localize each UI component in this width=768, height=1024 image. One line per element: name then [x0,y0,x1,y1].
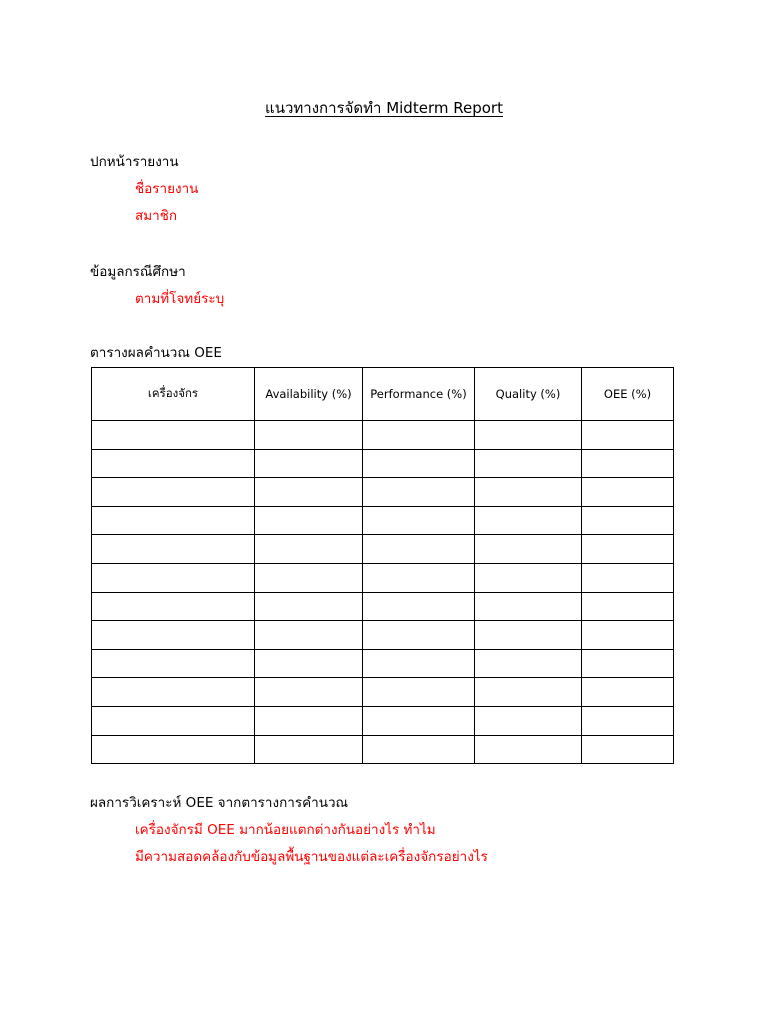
table-cell [92,449,255,478]
oee-table-body [92,421,674,764]
table-cell [363,449,475,478]
table-cell [363,563,475,592]
case-study-heading: ข้อมูลกรณีศึกษา [90,264,186,280]
oee-table [91,367,674,764]
table-cell [255,449,363,478]
table-cell [255,478,363,507]
table-cell [363,649,475,678]
cover-heading: ปกหน้ารายงาน [90,154,179,170]
cover-item-report-name: ชื่อรายงาน [135,181,199,197]
table-cell [582,592,674,621]
table-cell [92,478,255,507]
table-cell [255,506,363,535]
table-cell [582,649,674,678]
case-study-item: ตามที่โจทย์ระบุ [135,291,225,307]
table-cell [255,592,363,621]
table-cell [582,621,674,650]
table-cell [255,535,363,564]
table-cell [363,735,475,764]
table-cell [582,421,674,450]
table-cell [475,421,582,450]
table-cell [92,649,255,678]
table-cell [92,592,255,621]
table-row [92,621,674,650]
table-header-row [92,368,674,421]
table-cell [255,706,363,735]
column-header-oee: OEE (%) [582,368,674,421]
oee-table-heading: ตารางผลคำนวณ OEE [90,345,222,361]
table-cell [92,535,255,564]
table-cell [363,706,475,735]
column-header-performance: Performance (%) [363,368,475,421]
table-cell [475,478,582,507]
analysis-item-difference: เครื่องจักรมี OEE มากน้อยแตกต่างกันอย่างไร ทำไม [135,822,436,838]
table-cell [582,506,674,535]
table-cell [92,621,255,650]
table-cell [582,535,674,564]
table-cell [582,478,674,507]
table-row [92,649,674,678]
table-row [92,706,674,735]
table-cell [475,506,582,535]
table-row [92,678,674,707]
table-cell [475,706,582,735]
table-cell [92,706,255,735]
table-cell [255,563,363,592]
table-cell [582,563,674,592]
table-cell [363,621,475,650]
table-cell [475,678,582,707]
table-cell [255,735,363,764]
table-row [92,506,674,535]
table-cell [92,735,255,764]
table-row [92,535,674,564]
table-row [92,563,674,592]
table-cell [475,563,582,592]
table-row [92,735,674,764]
table-cell [363,678,475,707]
table-cell [363,478,475,507]
table-cell [255,421,363,450]
column-header-quality: Quality (%) [475,368,582,421]
cover-item-members: สมาชิก [135,208,178,224]
table-cell [582,678,674,707]
table-cell [92,421,255,450]
table-cell [582,706,674,735]
column-header-machine: เครื่องจักร [92,368,255,421]
table-cell [582,449,674,478]
table-row [92,449,674,478]
table-cell [475,535,582,564]
table-cell [363,421,475,450]
table-row [92,592,674,621]
table-cell [475,592,582,621]
table-cell [475,649,582,678]
table-cell [475,735,582,764]
table-cell [255,649,363,678]
table-row [92,478,674,507]
page-title: แนวทางการจัดทำ Midterm Report [265,99,503,117]
column-header-availability: Availability (%) [255,368,363,421]
table-cell [92,678,255,707]
table-cell [363,535,475,564]
table-cell [475,621,582,650]
analysis-item-consistency: มีความสอดคล้องกับข้อมูลพื้นฐานของแต่ละเครื่องจักรอย่างไร [135,849,488,865]
table-cell [363,506,475,535]
table-cell [475,449,582,478]
table-row [92,421,674,450]
table-cell [92,563,255,592]
analysis-heading: ผลการวิเคราะห์ OEE จากตารางการคำนวณ [90,795,349,811]
table-cell [582,735,674,764]
table-cell [255,678,363,707]
table-cell [363,592,475,621]
table-cell [255,621,363,650]
table-cell [92,506,255,535]
